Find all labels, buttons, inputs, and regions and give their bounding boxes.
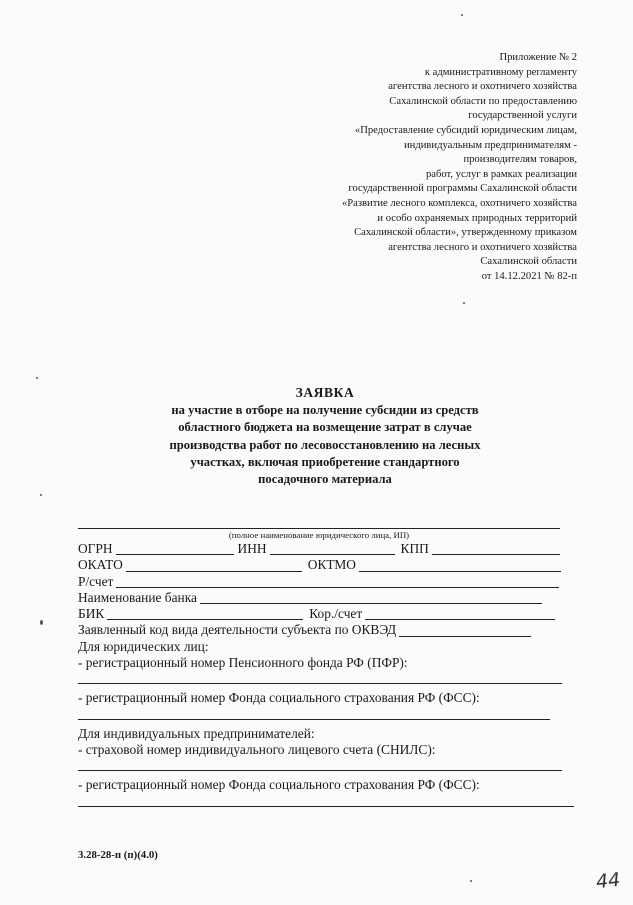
title-line: на участие в отборе на получение субсидии из средств — [171, 403, 479, 418]
appendix-line: и особо охраняемых природных территорий — [377, 212, 577, 224]
appendix-line: от 14.12.2021 № 82-п — [481, 270, 577, 282]
bank-name-field[interactable] — [200, 591, 542, 604]
corr-account-label: Кор./счет — [309, 606, 363, 622]
corr-account-field[interactable] — [365, 607, 555, 620]
appendix-line: к административному регламенту — [424, 66, 577, 78]
appendix-line: «Предоставление субсидий юридическим лицам, — [354, 124, 577, 136]
bank-name-label: Наименование банка — [78, 589, 197, 605]
appendix-line: государственной услуги — [468, 110, 577, 122]
title-line: областного бюджета на возмещение затрат в случае — [178, 420, 472, 435]
handwritten-page-number: 44 — [594, 868, 622, 894]
fss-individual-label-row — [78, 777, 576, 793]
inn-field[interactable] — [270, 542, 395, 555]
account-label: Р/счет — [78, 573, 114, 589]
ogrn-label: ОГРН — [78, 541, 113, 556]
appendix-line: Приложение № 2 — [499, 52, 577, 63]
application-title — [110, 384, 540, 488]
appendix-line: работ, услуг в рамках реализации — [425, 168, 577, 180]
appendix-line: Сахалинской области по предоставлению — [389, 95, 577, 107]
title-heading: ЗАЯВКА — [295, 385, 355, 400]
scan-speck — [470, 880, 472, 882]
appendix-line: производителям товаров, — [463, 154, 577, 166]
scan-speck — [36, 377, 38, 379]
appendix-line: Сахалинской области — [480, 256, 577, 268]
fss-individual-field[interactable] — [78, 806, 574, 807]
title-subtitle — [110, 402, 540, 488]
snils-field[interactable] — [78, 770, 562, 771]
appendix-line: агентства лесного и охотничего хозяйства — [388, 81, 577, 93]
full-name-line[interactable] — [78, 528, 560, 529]
fss-legal-label-row — [78, 690, 576, 706]
okato-field[interactable] — [126, 559, 302, 572]
row-bik-corr — [78, 606, 576, 622]
okato-label: ОКАТО — [78, 557, 123, 573]
row-account — [78, 574, 576, 590]
fss-individual-label: - регистрационный номер Фонда социального страхования РФ (ФСС): — [78, 777, 480, 793]
kpp-label: КПП — [400, 541, 429, 556]
legal-entities-heading: Для юридических лиц: — [78, 638, 209, 654]
row-ogrn-inn-kpp — [78, 541, 576, 557]
okved-label: Заявленный код вида деятельности субъекта по ОКВЭД — [78, 622, 397, 638]
kpp-field[interactable] — [432, 542, 560, 555]
bik-field[interactable] — [107, 607, 303, 620]
appendix-line: агентства лесного и охотничего хозяйства — [388, 241, 577, 253]
pfr-label-row — [78, 655, 576, 671]
account-field[interactable] — [116, 575, 559, 588]
appendix-line: государственной программы Сахалинской области — [348, 183, 577, 195]
pfr-label: - регистрационный номер Пенсионного фонда РФ (ПФР): — [78, 655, 408, 671]
oktmo-label: ОКТМО — [307, 557, 356, 573]
appendix-line: «Развитие лесного комплекса, охотничего хозяйства — [341, 197, 577, 209]
application-form — [78, 528, 576, 807]
inn-label: ИНН — [237, 541, 267, 556]
bik-label: БИК — [78, 606, 105, 622]
title-line: производства работ по лесовосстановлению на лесных — [169, 437, 481, 452]
appendix-line: Сахалинской области», утвержденному приказом — [354, 227, 577, 239]
row-okato-oktmo — [78, 557, 576, 573]
appendix-header — [257, 51, 577, 285]
title-line: посадочного материала — [258, 472, 392, 487]
scan-speck — [463, 302, 465, 304]
row-bank-name — [78, 590, 576, 606]
row-okved — [78, 622, 576, 638]
okved-field[interactable] — [399, 624, 531, 637]
appendix-line: индивидуальным предпринимателям - — [404, 139, 577, 151]
individuals-heading: Для индивидуальных предпринимателей: — [78, 725, 315, 741]
snils-label-row — [78, 742, 576, 758]
fss-legal-field[interactable] — [78, 719, 550, 720]
title-line: участках, включая приобретение стандартного — [190, 454, 460, 469]
ogrn-field[interactable] — [116, 542, 234, 555]
scan-speck — [40, 620, 43, 625]
full-name-caption: (полное наименование юридического лица, ИП) — [228, 530, 410, 540]
snils-label: - страховой номер индивидуального лицевого счета (СНИЛС): — [78, 741, 436, 757]
form-code: 3.28-28-п (п)(4.0) — [78, 849, 158, 861]
oktmo-field[interactable] — [359, 559, 561, 572]
fss-legal-label: - регистрационный номер Фонда социального страхования РФ (ФСС): — [78, 690, 480, 706]
scan-speck — [461, 14, 463, 16]
scan-speck — [40, 494, 42, 496]
pfr-field[interactable] — [78, 683, 562, 684]
